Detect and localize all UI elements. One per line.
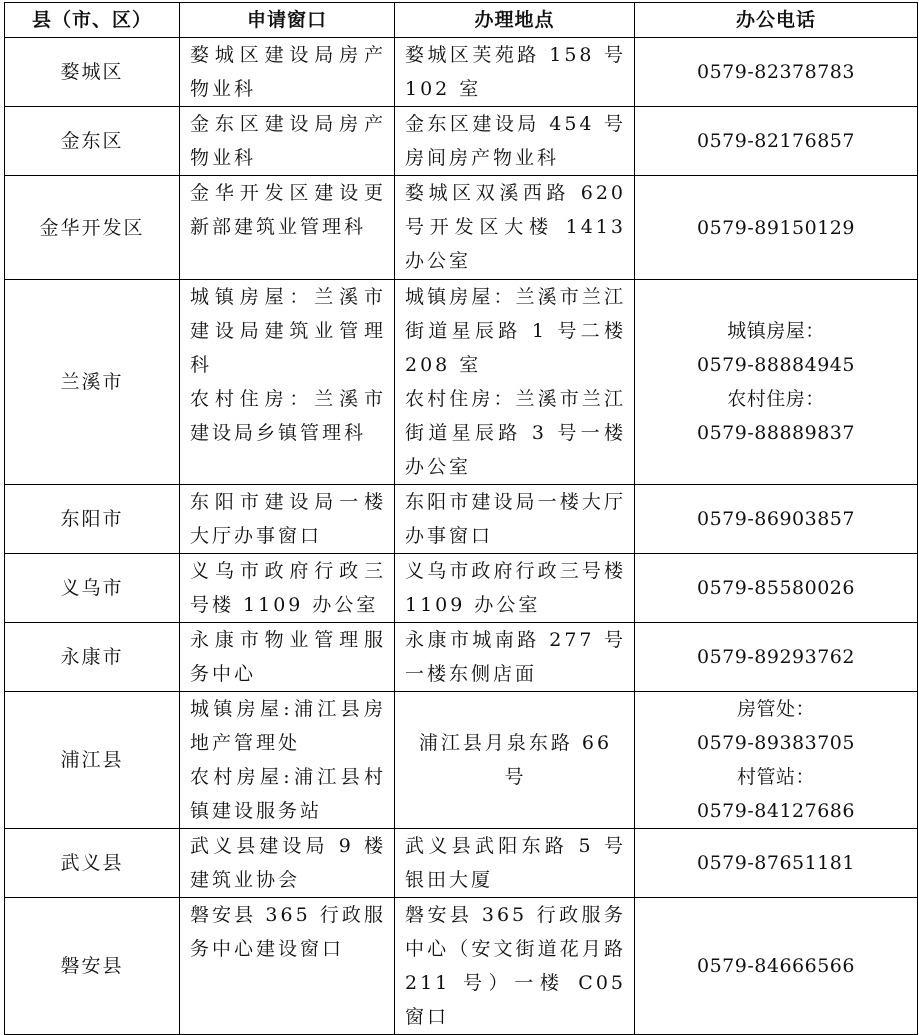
location-cell-text: 农村住房：兰溪市兰江街道星辰路 3 号一楼办公室 bbox=[405, 388, 626, 478]
table-row bbox=[5, 692, 918, 829]
table-row bbox=[5, 107, 918, 176]
contact-table-container bbox=[4, 2, 918, 1035]
phone-cell bbox=[635, 554, 918, 623]
window-cell-text: 金东区建设局房产物业科 bbox=[190, 113, 386, 169]
location-cell bbox=[395, 898, 635, 1035]
window-cell-text: 武义县建设局 9 楼建筑业协会 bbox=[190, 835, 386, 891]
header-county: 县（市、区） bbox=[5, 3, 180, 38]
header-location: 办理地点 bbox=[395, 3, 635, 38]
county-cell: 兰溪市 bbox=[5, 280, 180, 485]
window-cell-text: 农村住房：兰溪市建设局乡镇管理科 bbox=[190, 388, 386, 444]
window-cell bbox=[180, 898, 395, 1035]
phone-cell bbox=[635, 623, 918, 692]
window-cell bbox=[180, 554, 395, 623]
contact-table bbox=[4, 2, 918, 1035]
phone-cell-text: 0579-86903857 bbox=[697, 508, 855, 530]
phone-cell-text: 0579-82378783 bbox=[697, 61, 855, 83]
window-cell bbox=[180, 623, 395, 692]
window-cell-text: 婺城区建设局房产物业科 bbox=[190, 44, 386, 100]
county-cell: 婺城区 bbox=[5, 38, 180, 107]
phone-cell bbox=[635, 38, 918, 107]
table-row bbox=[5, 176, 918, 280]
window-cell-text: 城镇房屋：兰溪市建设局建筑业管理科 bbox=[190, 286, 386, 376]
location-cell bbox=[395, 107, 635, 176]
phone-cell-text: 0579-82176857 bbox=[697, 130, 855, 152]
phone-cell bbox=[635, 898, 918, 1035]
location-cell bbox=[395, 554, 635, 623]
location-cell bbox=[395, 176, 635, 280]
phone-cell-text: 0579-89383705 bbox=[697, 732, 855, 754]
location-cell bbox=[395, 692, 635, 829]
phone-cell bbox=[635, 280, 918, 485]
county-cell: 东阳市 bbox=[5, 485, 180, 554]
location-cell-text: 武义县武阳东路 5 号银田大厦 bbox=[405, 835, 626, 891]
window-cell-text: 城镇房屋:浦江县房地产管理处 bbox=[190, 698, 386, 754]
county-cell: 义乌市 bbox=[5, 554, 180, 623]
phone-cell-text: 房管处： bbox=[736, 698, 815, 720]
county-cell: 金东区 bbox=[5, 107, 180, 176]
window-cell bbox=[180, 176, 395, 280]
window-cell bbox=[180, 107, 395, 176]
header-row bbox=[5, 3, 918, 38]
window-cell-text: 金华开发区建设更新部建筑业管理科 bbox=[190, 182, 386, 238]
phone-cell-text: 0579-85580026 bbox=[697, 577, 855, 599]
window-cell-text: 永康市物业管理服务中心 bbox=[190, 629, 386, 685]
location-cell-text: 永康市城南路 277 号一楼东侧店面 bbox=[405, 629, 626, 685]
table-row bbox=[5, 623, 918, 692]
county-cell: 永康市 bbox=[5, 623, 180, 692]
phone-cell-text: 农村住房： bbox=[727, 388, 825, 410]
location-cell-text: 金东区建设局 454 号房间房产物业科 bbox=[405, 113, 626, 169]
location-cell bbox=[395, 485, 635, 554]
window-cell bbox=[180, 829, 395, 898]
location-cell bbox=[395, 829, 635, 898]
location-cell-text: 城镇房屋：兰溪市兰江街道星辰路 1 号二楼 208 室 bbox=[405, 286, 626, 376]
location-cell-text: 义乌市政府行政三号楼 1109 办公室 bbox=[405, 560, 626, 616]
phone-cell bbox=[635, 107, 918, 176]
location-cell bbox=[395, 280, 635, 485]
table-row bbox=[5, 829, 918, 898]
county-cell: 武义县 bbox=[5, 829, 180, 898]
phone-cell-text: 0579-84127686 bbox=[697, 800, 855, 822]
table-row bbox=[5, 485, 918, 554]
window-cell-text: 东阳市建设局一楼大厅办事窗口 bbox=[190, 491, 386, 547]
county-cell: 磐安县 bbox=[5, 898, 180, 1035]
window-cell-text: 农村房屋:浦江县村镇建设服务站 bbox=[190, 766, 386, 822]
county-cell: 浦江县 bbox=[5, 692, 180, 829]
location-cell-text: 婺城区芙苑路 158 号 102 室 bbox=[405, 44, 626, 100]
table-row bbox=[5, 280, 918, 485]
phone-cell-text: 0579-89293762 bbox=[697, 646, 855, 668]
phone-cell-text: 0579-87651181 bbox=[697, 852, 855, 874]
phone-cell bbox=[635, 829, 918, 898]
window-cell bbox=[180, 38, 395, 107]
location-cell-text: 婺城区双溪西路 620 号开发区大楼 1413 办公室 bbox=[405, 182, 626, 272]
window-cell bbox=[180, 692, 395, 829]
window-cell-text: 磐安县 365 行政服务中心建设窗口 bbox=[190, 904, 386, 960]
phone-cell-text: 0579-88884945 bbox=[697, 354, 855, 376]
phone-cell-text: 0579-84666566 bbox=[697, 955, 855, 977]
location-cell bbox=[395, 38, 635, 107]
window-cell bbox=[180, 280, 395, 485]
window-cell-text: 义乌市政府行政三号楼 1109 办公室 bbox=[190, 560, 386, 616]
phone-cell-text: 0579-88889837 bbox=[697, 422, 855, 444]
window-cell bbox=[180, 485, 395, 554]
header-window: 申请窗口 bbox=[180, 3, 395, 38]
phone-cell-text: 村管站： bbox=[736, 766, 815, 788]
table-row bbox=[5, 554, 918, 623]
location-cell-text: 浦江县月泉东路 66 号 bbox=[418, 732, 613, 788]
location-cell-text: 东阳市建设局一楼大厅办事窗口 bbox=[405, 491, 626, 547]
location-cell-text: 磐安县 365 行政服务中心（安文街道花月路 211 号）一楼 C05 窗口 bbox=[405, 904, 626, 1028]
header-phone: 办公电话 bbox=[635, 3, 918, 38]
phone-cell-text: 城镇房屋： bbox=[727, 320, 825, 342]
county-cell: 金华开发区 bbox=[5, 176, 180, 280]
phone-cell bbox=[635, 692, 918, 829]
table-row bbox=[5, 898, 918, 1035]
phone-cell-text: 0579-89150129 bbox=[697, 216, 855, 239]
location-cell bbox=[395, 623, 635, 692]
phone-cell bbox=[635, 485, 918, 554]
phone-cell bbox=[635, 176, 918, 280]
table-row bbox=[5, 38, 918, 107]
